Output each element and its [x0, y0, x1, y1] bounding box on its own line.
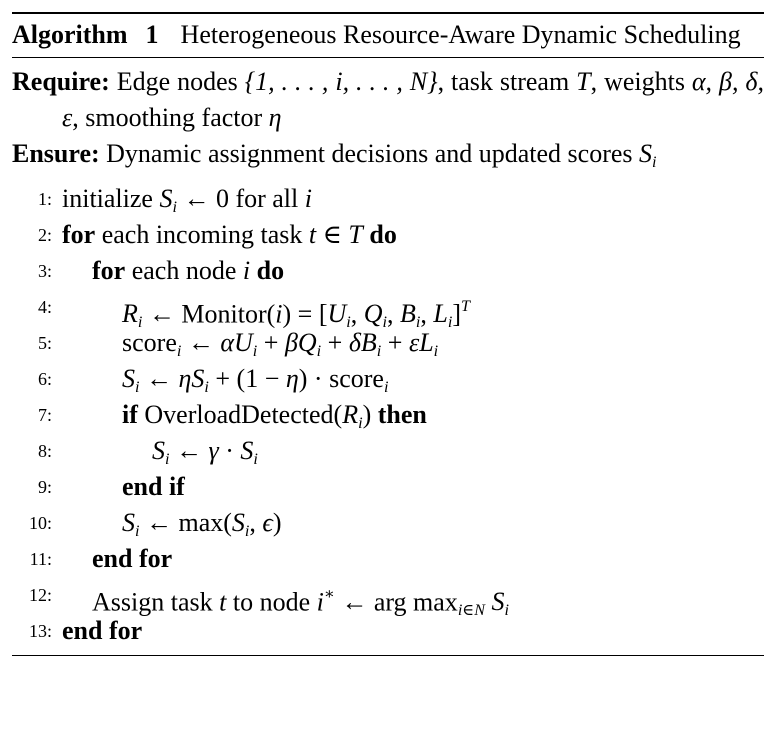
- line-code: end for: [92, 543, 173, 573]
- algo-line-4: [12, 289, 764, 331]
- line-number: 10:: [28, 512, 52, 533]
- algo-line-7: [12, 397, 764, 433]
- line-number: 2:: [37, 224, 52, 245]
- ensure-line: [12, 136, 764, 181]
- line-code: if $OverloadDetected(R_i)$ then: [122, 399, 427, 432]
- algorithm-caption: [12, 14, 764, 52]
- require-text-d: , smoothing factor: [72, 103, 263, 132]
- algorithm-body: [12, 58, 764, 649]
- ensure-keyword: Ensure:: [12, 139, 100, 168]
- line-code: $R_i$ ← Monitor(i) = [$U_i$, $Q_i$, $B_i$, $L_i]^T$: [122, 297, 470, 331]
- algo-line-5: [12, 325, 764, 361]
- line-code: $S_i$ ← $\max(S_i$, ϵ): [122, 507, 282, 540]
- algo-line-2: [12, 217, 764, 253]
- line-code: initialize $S_i$ ← 0 for all i: [62, 183, 312, 216]
- line-number: 13:: [28, 620, 52, 641]
- ensure-text: Dynamic assignment decisions and updated scores: [106, 139, 633, 168]
- line-code: $S_i$ ← $\gamma \cdot S_i$: [152, 435, 258, 468]
- algo-line-9: [12, 469, 764, 505]
- algo-line-6: [12, 361, 764, 397]
- require-keyword: Require:: [12, 67, 110, 96]
- stream-var: T: [576, 67, 591, 96]
- line-number: 1:: [37, 188, 52, 209]
- require-text-c: , weights: [590, 67, 685, 96]
- algo-line-3: [12, 253, 764, 289]
- nodes-set: {1, . . . , i, . . . , N}: [244, 67, 438, 96]
- line-code: end for: [62, 615, 143, 645]
- algo-line-11: [12, 541, 764, 577]
- line-code: for each node i do: [92, 255, 285, 285]
- line-number: 3:: [37, 260, 52, 281]
- line-code: for each incoming task t ∈ T do: [62, 219, 397, 249]
- line-number: 9:: [37, 476, 52, 497]
- line-number: 4:: [37, 296, 52, 317]
- algorithm-label: Algorithm: [12, 20, 128, 49]
- line-number: 7:: [37, 404, 52, 425]
- algo-line-1: [12, 181, 764, 217]
- algorithm-title: Heterogeneous Resource-Aware Dynamic Scheduling: [180, 20, 741, 49]
- line-number: 12:: [28, 584, 52, 605]
- algo-line-13: [12, 613, 764, 649]
- eta-var: η: [268, 103, 282, 132]
- line-code: Assign task t to node i∗ ← arg $\max_{i\in N} S_i$: [92, 585, 509, 619]
- require-text-a: Edge nodes: [116, 67, 238, 96]
- line-number: 8:: [37, 440, 52, 461]
- algorithm-block: [12, 12, 764, 656]
- require-line: [12, 64, 764, 136]
- weights-vars: α, β, δ, ε: [62, 67, 764, 132]
- line-code: end if: [122, 471, 185, 501]
- algo-line-8: [12, 433, 764, 469]
- algo-line-12: [12, 577, 764, 619]
- ensure-var: $S_i$: [639, 139, 657, 171]
- line-number: 6:: [37, 368, 52, 389]
- algo-line-10: [12, 505, 764, 541]
- line-code: score$_i$ ← $\alpha U_i + \beta Q_i + \delta B_i + \varepsilon L_i$: [122, 327, 439, 360]
- line-number: 5:: [37, 332, 52, 353]
- bottom-rule: [12, 655, 764, 656]
- algorithm-number: 1: [145, 20, 159, 49]
- require-text-b: , task stream: [437, 67, 570, 96]
- line-code: $S_i$ ← $\eta S_i + (1 - \eta)$ · score$_i$: [122, 363, 389, 396]
- line-number: 11:: [29, 548, 52, 569]
